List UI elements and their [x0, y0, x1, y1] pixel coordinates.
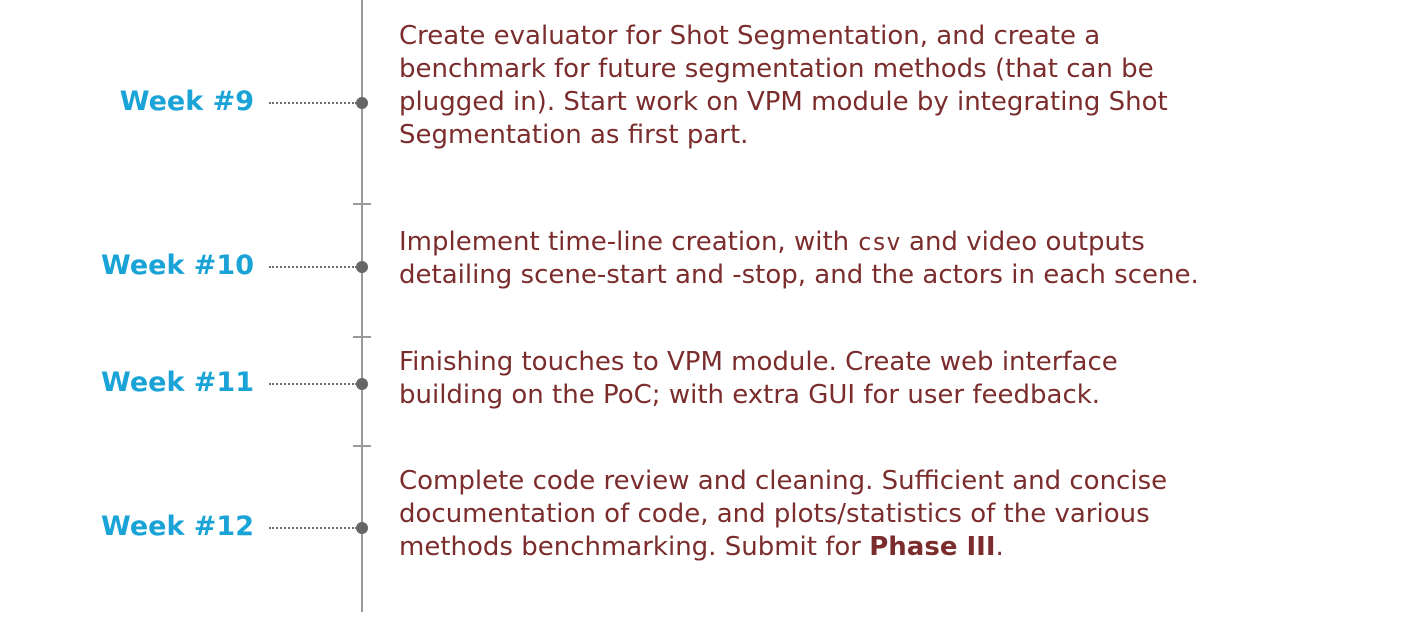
description-text: and video outputs — [900, 227, 1145, 257]
description-line — [399, 20, 1399, 53]
entry-description — [399, 465, 1399, 564]
description-text: Segmentation as first part. — [399, 120, 749, 150]
entry-description — [399, 20, 1399, 152]
entry-description — [399, 346, 1399, 412]
description-text: methods benchmarking. Submit for — [399, 532, 870, 562]
description-text: detailing scene-start and -stop, and the actors in each scene. — [399, 260, 1199, 290]
entry-description — [399, 226, 1399, 292]
timeline-marker-dot — [356, 522, 368, 534]
week-label: Week #9 — [119, 86, 254, 117]
timeline-separator-tick — [353, 445, 371, 447]
description-line — [399, 498, 1399, 531]
description-text: benchmark for future segmentation methods (that can be — [399, 54, 1154, 84]
dotted-leader — [269, 527, 357, 529]
description-text: plugged in). Start work on VPM module by integrating Shot — [399, 87, 1168, 117]
description-line — [399, 86, 1399, 119]
week-label: Week #11 — [101, 367, 254, 398]
description-text: documentation of code, and plots/statistics of the various — [399, 499, 1150, 529]
timeline-marker-dot — [356, 261, 368, 273]
phase-iii-emphasis: Phase III — [869, 532, 996, 562]
description-text: Create evaluator for Shot Segmentation, and create a — [399, 21, 1101, 51]
description-text: building on the PoC; with extra GUI for user feedback. — [399, 380, 1101, 410]
dotted-leader — [269, 266, 357, 268]
timeline-separator-tick — [353, 336, 371, 338]
week-label: Week #10 — [101, 250, 254, 281]
description-line — [399, 531, 1399, 564]
description-text: Complete code review and cleaning. Sufficient and concise — [399, 466, 1168, 496]
description-text: Finishing touches to VPM module. Create web interface — [399, 347, 1118, 377]
timeline-marker-dot — [356, 378, 368, 390]
dotted-leader — [269, 383, 357, 385]
description-line — [399, 259, 1399, 292]
description-line — [399, 226, 1399, 259]
description-line — [399, 379, 1399, 412]
dotted-leader — [269, 102, 357, 104]
description-text: Implement time-line creation, with — [399, 227, 858, 257]
timeline-axis — [361, 0, 363, 612]
timeline-marker-dot — [356, 97, 368, 109]
timeline-separator-tick — [353, 203, 371, 205]
code-term-csv: csv — [857, 228, 901, 256]
description-text: . — [995, 532, 1004, 562]
description-line — [399, 119, 1399, 152]
week-label: Week #12 — [101, 511, 254, 542]
description-line — [399, 346, 1399, 379]
description-line — [399, 53, 1399, 86]
description-line — [399, 465, 1399, 498]
